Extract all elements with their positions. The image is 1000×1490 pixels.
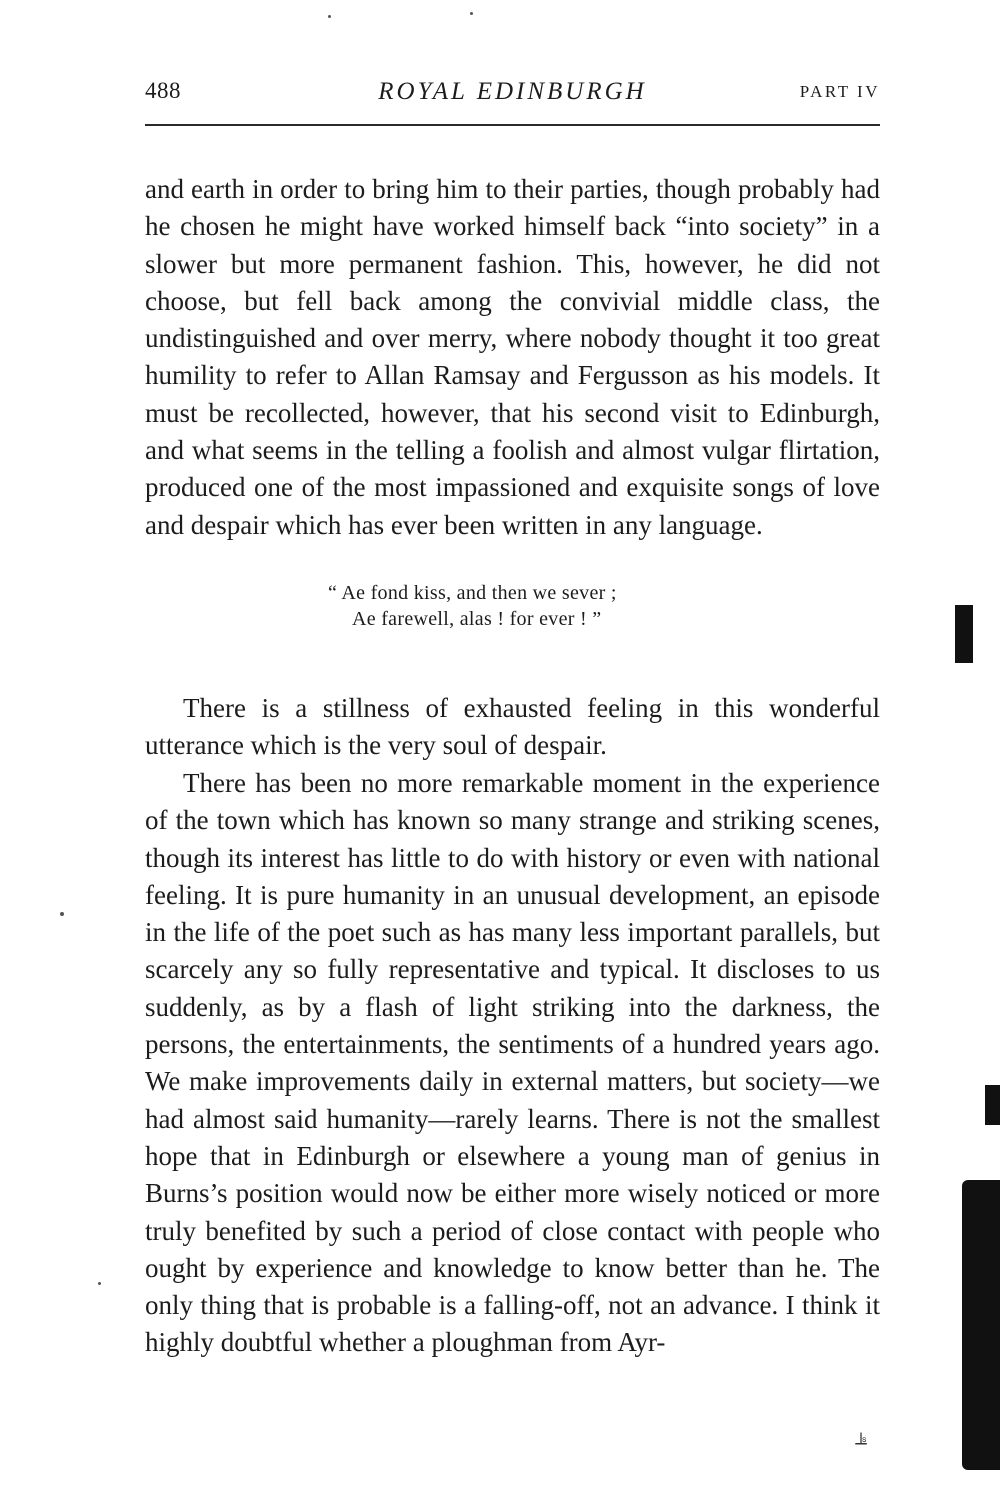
paragraph-stillness: There is a stillness of exhausted feeling in this wonderful utterance which is the very soul of despair.: [145, 693, 880, 761]
running-title: ROYAL EDINBURGH: [378, 78, 647, 105]
part-label: PART IV: [799, 82, 880, 101]
scan-edge-shadow: [955, 605, 973, 663]
scan-speckle: [328, 15, 331, 18]
scan-speckle: [470, 12, 473, 15]
verse-line: Ae farewell, alas ! for ever ! ”: [352, 608, 602, 630]
page-number: 488: [145, 78, 181, 103]
verse-quotation: [328, 580, 617, 632]
scan-speckle: [60, 912, 64, 916]
scan-mark: ⫡: [855, 1428, 868, 1448]
verse-line: “ Ae fond kiss, and then we sever ;: [328, 582, 617, 604]
paragraph-continuation: and earth in order to bring him to their parties, though probably had he chosen he might have worked himself back “into society” in a slower but more permanent fashion. This, however, he did not choose, but fell back among the convivial middle class, the undistinguished and over merry, where nobody thought it too great humility to refer to Allan Ramsay and Fergusson as his models. It must be recollected, however, that his second visit to Edinburgh, and what seems in the telling a foolish and almost vulgar flirtation, produced one of the most impassioned and exquisite songs of love and despair which has ever been written in any language.: [145, 174, 880, 540]
paragraph-remarkable: There has been no more remarkable moment in the experience of the town which has known so many strange and striking scenes, though its interest has little to do with history or even with national feeling. It is pure humanity in an unusual development, an episode in the life of the poet such as has many less important parallels, but scarcely any so fully representative and typical. It discloses to us suddenly, as by a flash of light striking into the darkness, the persons, the entertainments, the sentiments of a hundred years ago. We make improvements daily in external matters, but society—we had almost said humanity—rarely learns. There is not the smallest hope that in Edinburgh or elsewhere a young man of genius in Burns’s position would now be either more wisely noticed or more truly benefited by such a period of close contact with people who ought by experience and knowledge to know better than he. The only thing that is probable is a falling-off, not an advance. I think it highly doubtful whether a ploughman from Ayr-: [145, 768, 880, 1358]
scan-edge-shadow: [985, 1085, 1000, 1125]
header-rule: [145, 124, 880, 126]
scan-speckle: [98, 1282, 101, 1285]
scan-edge-shadow: [962, 1180, 1000, 1470]
running-head: [145, 78, 880, 114]
